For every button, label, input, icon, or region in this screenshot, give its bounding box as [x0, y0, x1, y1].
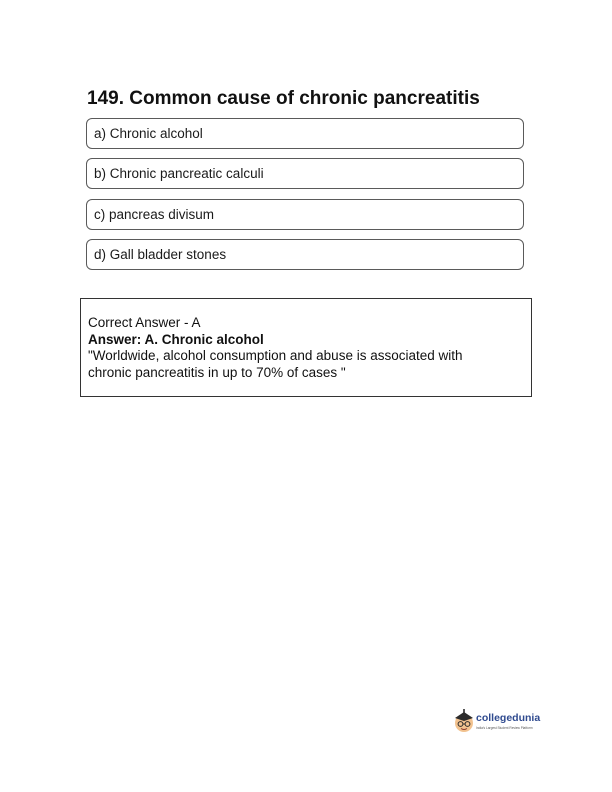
- answer-line: Answer: A. Chronic alcohol: [88, 331, 264, 347]
- brand-tagline: India's Largest Student Review Platform: [476, 726, 533, 730]
- option-d[interactable]: [86, 239, 524, 270]
- mascot-icon: [455, 709, 473, 732]
- option-c-label: c) pancreas divisum: [94, 207, 215, 222]
- correct-answer-line: Correct Answer - A: [88, 315, 201, 330]
- option-b[interactable]: [86, 158, 524, 189]
- explanation-line-2: chronic pancreatitis in up to 70% of cases ": [88, 364, 346, 380]
- option-c[interactable]: [86, 199, 524, 230]
- question-title: 149. Common cause of chronic pancreatitis: [87, 88, 480, 109]
- brand-name: collegedunia: [476, 712, 541, 724]
- option-a-label: a) Chronic alcohol: [94, 126, 203, 141]
- answer-box: [80, 298, 532, 397]
- option-d-label: d) Gall bladder stones: [94, 247, 227, 262]
- explanation-line-1: "Worldwide, alcohol consumption and abuse is associated with: [88, 348, 463, 363]
- option-b-label: b) Chronic pancreatic calculi: [94, 166, 264, 181]
- option-a[interactable]: [86, 118, 524, 149]
- collegedunia-logo: [452, 704, 558, 740]
